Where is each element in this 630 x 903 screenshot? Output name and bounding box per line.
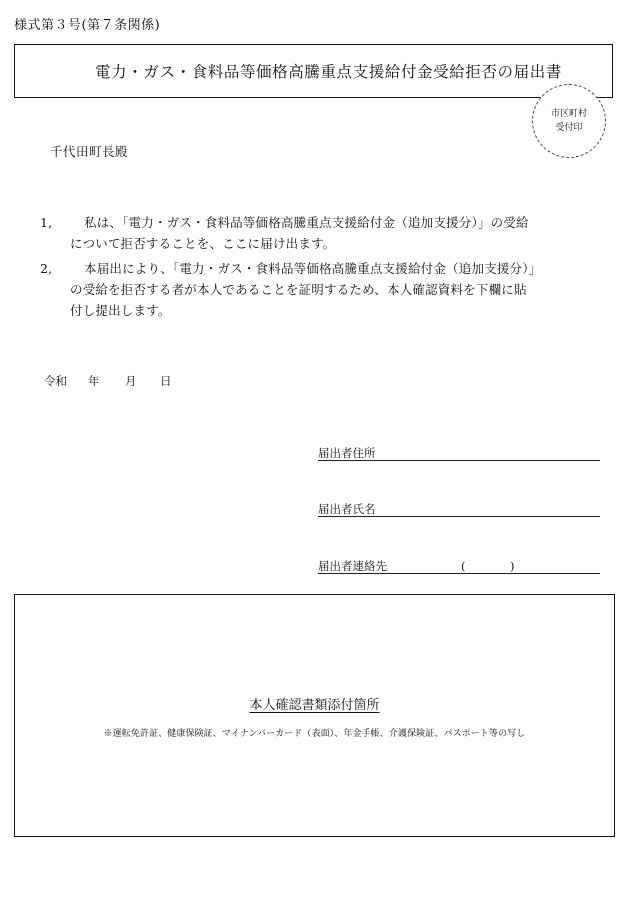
address-label: 届出者住所 <box>318 446 376 460</box>
reception-stamp-area <box>532 84 606 158</box>
item-text-line: 付し提出します。 <box>70 303 171 318</box>
title-box <box>14 44 613 98</box>
date-line <box>44 373 172 389</box>
stamp-label-line1: 市区町村 <box>550 109 587 119</box>
stamp-label-line2: 受付印 <box>555 123 583 133</box>
paren-open: ( <box>461 559 466 573</box>
paren-close: ) <box>510 559 515 573</box>
item-text-line: について拒否することを、ここに届け出ます。 <box>70 236 336 251</box>
date-day: 日 <box>160 374 172 388</box>
document-title: 電力・ガス・食料品等価格高騰重点支援給付金受給拒否の届出書 <box>95 63 562 81</box>
item-number: 2, <box>40 261 53 276</box>
address-field[interactable] <box>318 446 600 461</box>
form-number: 様式第３号(第７条関係) <box>14 18 161 33</box>
addressee: 千代田町長殿 <box>50 144 129 159</box>
item-text-line: 本届出により、「電力・ガス・食料品等価格高騰重点支援給付金（追加支援分）」 <box>84 261 542 276</box>
name-label: 届出者氏名 <box>318 502 376 516</box>
contact-label: 届出者連絡先 <box>318 559 387 573</box>
date-era: 令和 <box>44 374 67 388</box>
id-document-attachment-area <box>14 594 615 837</box>
declaration-item-1 <box>40 212 570 254</box>
declaration-item-2 <box>40 258 570 321</box>
attachment-note: ※運転免許証、健康保険証、マイナンバーカード（表面）、年金手帳、介護保険証、パスポート等の写し <box>103 729 526 739</box>
item-text-line: の受給を拒否する者が本人であることを証明するため、本人確認資料を下欄に貼 <box>70 282 527 297</box>
item-number: 1, <box>40 215 53 230</box>
attachment-title: 本人確認書類添付箇所 <box>249 698 380 713</box>
name-field[interactable] <box>318 502 600 517</box>
item-text-line: 私は、「電力・ガス・食料品等価格高騰重点支援給付金（追加支援分）」の受給 <box>84 215 529 230</box>
date-year: 年 <box>88 374 100 388</box>
contact-field[interactable] <box>318 559 600 574</box>
date-month: 月 <box>125 374 137 388</box>
